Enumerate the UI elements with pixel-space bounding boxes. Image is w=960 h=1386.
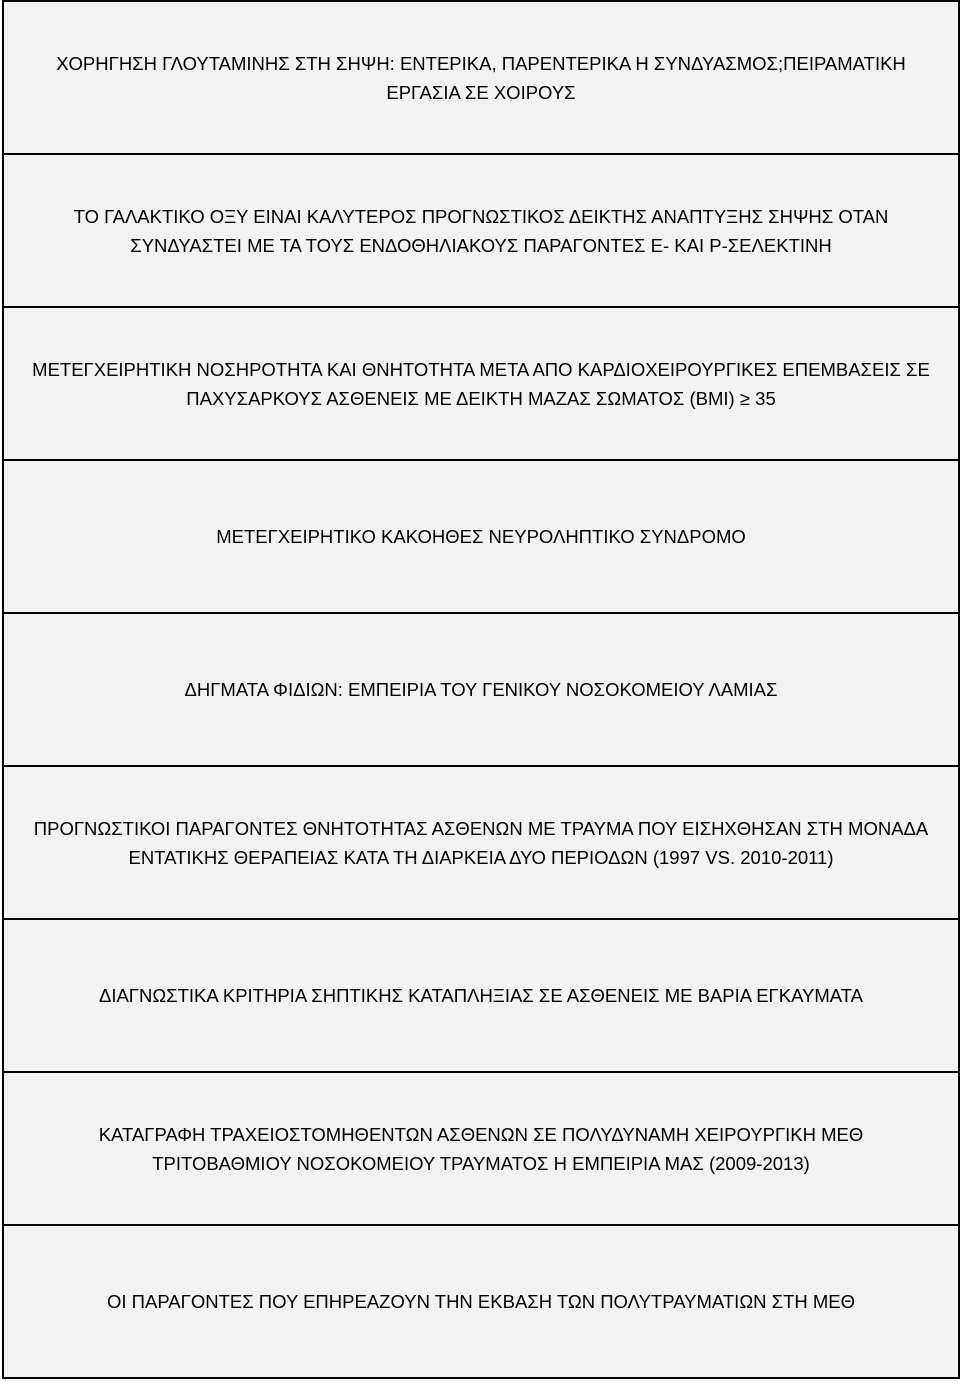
row-text-line-2: ΣΥΝΔΥΑΣΤΕΙ ΜΕ ΤΑ ΤΟΥΣ ΕΝΔΟΘΗΛΙΑΚΟΥΣ ΠΑΡΑΓΟΝΤΕΣ Ε- ΚΑΙ Ρ-ΣΕΛΕΚΤΙΝΗ xyxy=(130,234,832,256)
table-row xyxy=(4,2,958,155)
table-row xyxy=(4,614,958,767)
table-row xyxy=(4,461,958,614)
row-text-line-1: ΚΑΤΑΓΡΑΦΗ ΤΡΑΧΕΙΟΣΤΟΜΗΘΕΝΤΩΝ ΑΣΘΕΝΩΝ ΣΕ ΠΟΛΥΔΥΝΑΜΗ ΧΕΙΡΟΥΡΓΙΚΗ ΜΕΘ xyxy=(98,1123,864,1145)
table-row xyxy=(4,767,958,920)
row-text-line-2: ΕΡΓΑΣΙΑ ΣΕ ΧΟΙΡΟΥΣ xyxy=(386,81,576,103)
titles-table xyxy=(2,0,960,1379)
row-text-line-1: ΧΟΡΗΓΗΣΗ ΓΛΟΥΤΑΜΙΝΗΣ ΣΤΗ ΣΗΨΗ: ΕΝΤΕΡΙΚΑ, ΠΑΡΕΝΤΕΡΙΚΑ Η ΣΥΝΔΥΑΣΜΟΣ;ΠΕΙΡΑΜΑΤΙΚΗ xyxy=(56,52,906,74)
row-text-line-1: ΔΙΑΓΝΩΣΤΙΚΑ ΚΡΙΤΗΡΙΑ ΣΗΠΤΙΚΗΣ ΚΑΤΑΠΛΗΞΙΑΣ ΣΕ ΑΣΘΕΝΕΙΣ ΜΕ ΒΑΡΙΑ ΕΓΚΑΥΜΑΤΑ xyxy=(98,985,864,1006)
table-row xyxy=(4,1073,958,1226)
row-text-line-2: ΕΝΤΑΤΙΚΗΣ ΘΕΡΑΠΕΙΑΣ ΚΑΤΑ ΤΗ ΔΙΑΡΚΕΙΑ ΔΥΟ ΠΕΡΙΟΔΩΝ (1997 VS. 2010-2011) xyxy=(128,846,834,868)
table-row xyxy=(4,1226,958,1379)
table-row xyxy=(4,308,958,461)
table-row xyxy=(4,920,958,1073)
table-row xyxy=(4,155,958,308)
row-text-line-1: ΜΕΤΕΓΧΕΙΡΗΤΙΚΟ ΚΑΚΟΗΘΕΣ ΝΕΥΡΟΛΗΠΤΙΚΟ ΣΥΝΔΡΟΜΟ xyxy=(216,526,746,547)
row-text-line-1: ΟΙ ΠΑΡΑΓΟΝΤΕΣ ΠΟΥ ΕΠΗΡΕΑΖΟΥΝ ΤΗΝ ΕΚΒΑΣΗ ΤΩΝ ΠΟΛΥΤΡΑΥΜΑΤΙΩΝ ΣΤΗ ΜΕΘ xyxy=(106,1291,856,1312)
row-text-line-2: ΤΡΙΤΟΒΑΘΜΙΟΥ ΝΟΣΟΚΟΜΕΙΟΥ ΤΡΑΥΜΑΤΟΣ Η ΕΜΠΕΙΡΙΑ ΜΑΣ (2009-2013) xyxy=(152,1152,810,1174)
row-text-line-2: ΠΑΧΥΣΑΡΚΟΥΣ ΑΣΘΕΝΕΙΣ ΜΕ ΔΕΙΚΤΗ ΜΑΖΑΣ ΣΩΜΑΤΟΣ (ΒΜΙ) ≥ 35 xyxy=(186,387,776,409)
row-text-line-1: ΔΗΓΜΑΤΑ ΦΙΔΙΩΝ: ΕΜΠΕΙΡΙΑ ΤΟΥ ΓΕΝΙΚΟΥ ΝΟΣΟΚΟΜΕΙΟΥ ΛΑΜΙΑΣ xyxy=(184,679,778,700)
row-text-line-1: ΠΡΟΓΝΩΣΤΙΚΟΙ ΠΑΡΑΓΟΝΤΕΣ ΘΝΗΤΟΤΗΤΑΣ ΑΣΘΕΝΩΝ ΜΕ ΤΡΑΥΜΑ ΠΟΥ ΕΙΣΗΧΘΗΣΑΝ ΣΤΗ ΜΟΝΑΔΑ xyxy=(33,817,929,839)
row-text-line-1: ΜΕΤΕΓΧΕΙΡΗΤΙΚΗ ΝΟΣΗΡΟΤΗΤΑ ΚΑΙ ΘΝΗΤΟΤΗΤΑ ΜΕΤΑ ΑΠΟ ΚΑΡΔΙΟΧΕΙΡΟΥΡΓΙΚΕΣ ΕΠΕΜΒΑΣΕΙΣ ΣΕ xyxy=(32,358,930,380)
row-text-line-1: ΤΟ ΓΑΛΑΚΤΙΚΟ ΟΞΥ ΕΙΝΑΙ ΚΑΛΥΤΕΡΟΣ ΠΡΟΓΝΩΣΤΙΚΟΣ ΔΕΙΚΤΗΣ ΑΝΑΠΤΥΞΗΣ ΣΗΨΗΣ ΟΤΑΝ xyxy=(73,205,889,227)
